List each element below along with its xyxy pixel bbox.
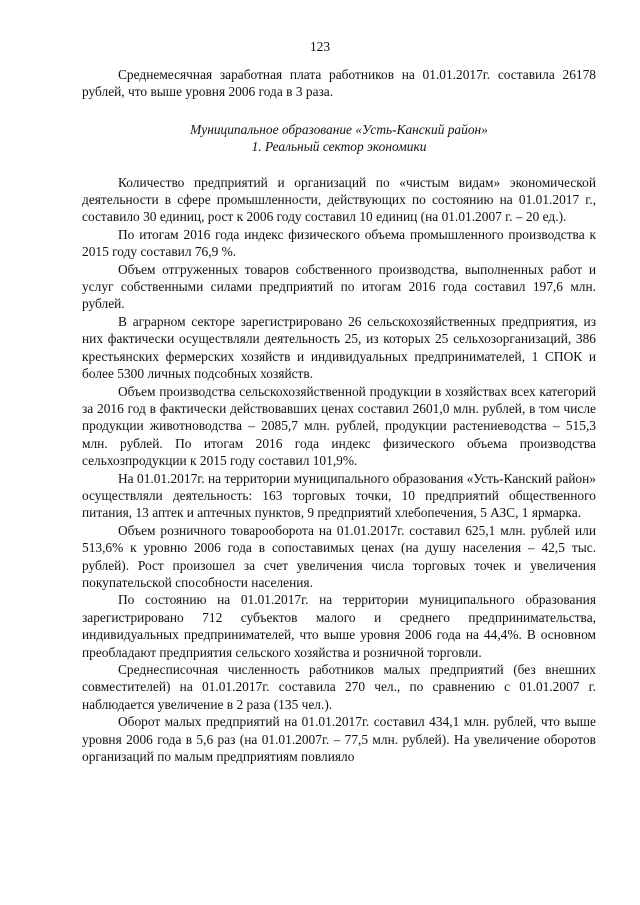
- paragraph-shipped-goods: Объем отгруженных товаров собственного производства, выполненных работ и услуг собственными силами предприятий по итогам 2016 года составил 197,6 млн. рублей.: [82, 261, 596, 312]
- subsection-title: 1. Реальный сектор экономики: [251, 139, 427, 155]
- paragraph-agrarian-sector: В аграрном секторе зарегистрировано 26 сельскохозяйственных предприятия, из них фактически осуществляли деятельность 25, из которых 25 сельхозорганизаций, 386 крестьянских фермерских хозяйств и индивидуальных предпринимателей, 1 СПОК и более 5300 личных подсобных хозяйств.: [82, 313, 596, 382]
- paragraph-retail-turnover: Объем розничного товарооборота на 01.01.2017г. составил 625,1 млн. рублей или 513,6% к уровню 2006 года в сопоставимых ценах (на душу населения – 42,5 тыс. рублей). Рост произошел за счет увеличения числа торговых точек и увеличения покупательской способности населения.: [82, 522, 596, 590]
- paragraph-industrial-index: По итогам 2016 года индекс физического объема промышленного производства к 2015 году составил 76,9 %.: [82, 226, 596, 260]
- paragraph-trade-network: На 01.01.2017г. на территории муниципального образования «Усть-Канский район» осуществляли деятельность: 163 торговых точки, 10 предприятий общественного питания, 13 аптек и аптечных пунктов, 9 предприятий хлебопечения, 5 АЗС, 1 ярмарка.: [82, 470, 596, 521]
- section-title: Муниципальное образование «Усть-Канский район»: [190, 121, 488, 137]
- document-body: [82, 66, 596, 765]
- paragraph-small-business: По состоянию на 01.01.2017г. на территории муниципального образования зарегистрировано 712 субъектов малого и среднего предпринимательства, индивидуальных предпринимателей, что выше уровня 2006 года на 44,4%. В основном преобладают предприятия сельского хозяйства и розничной торговли.: [82, 592, 596, 660]
- paragraph-small-business-employees: Среднесписочная численность работников малых предприятий (без внешних совместителей) на 01.01.2017г. составила 270 чел., по сравнению с 01.01.2007 г. наблюдается увеличение в 2 раза (135 чел.).: [82, 662, 596, 712]
- paragraph-agricultural-output: Объем производства сельскохозяйственной продукции в хозяйствах всех категорий за 2016 год в фактически действовавших ценах составил 2601,0 млн. рублей, в том числе продукции животноводства – 2085,7 млн. рублей, продукции растениеводства – 515,3 млн. рублей. По итогам 2016 года индекс физического объема производства сельхозпродукции к 2015 году составил 101,9%.: [82, 383, 596, 469]
- page-number: 123: [309, 39, 331, 54]
- intro-paragraph: Среднемесячная заработная плата работников на 01.01.2017г. составила 26178 рублей, что выше уровня 2006 года в 3 раза.: [82, 67, 596, 100]
- paragraph-enterprises-count: Количество предприятий и организаций по «чистым видам» экономической деятельности в сфере промышленности, действующих по состоянию на 01.01.2017 г., составило 30 единиц, рост к 2006 году составил 10 единиц (на 01.01.2007 г. – 20 ед.).: [82, 174, 596, 225]
- paragraph-small-business-turnover: Оборот малых предприятий на 01.01.2017г. составил 434,1 млн. рублей, что выше уровня 2006 года в 5,6 раз (на 01.01.2007г. – 77,5 млн. рублей). На увеличение оборотов организаций по малым предприятиям повлияло: [82, 714, 596, 765]
